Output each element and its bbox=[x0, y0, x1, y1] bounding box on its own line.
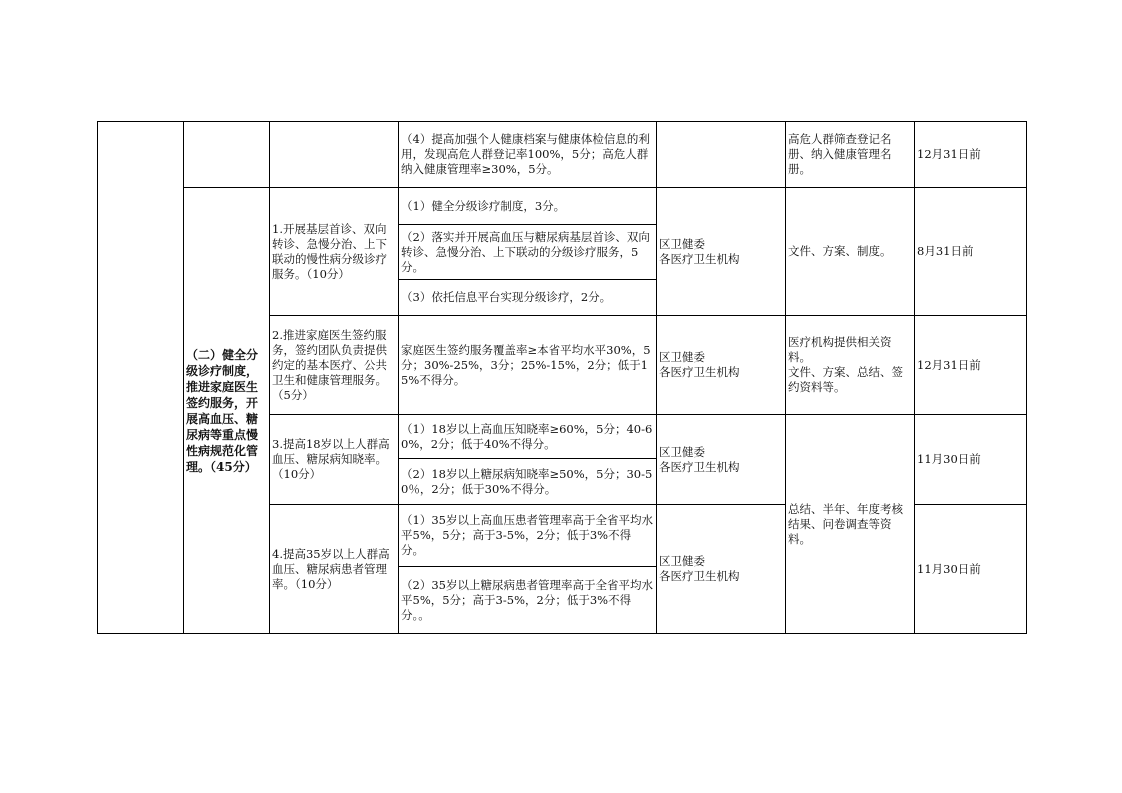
materials-cell: 总结、半年、年度考核结果、问卷调查等资料。 bbox=[786, 415, 915, 634]
content-cell: 2.推进家庭医生签约服务，签约团队负责提供约定的基本医疗、公共卫生和健康管理服务。（5分） bbox=[270, 316, 399, 415]
responsible-line: 各医疗卫生机构 bbox=[659, 569, 740, 583]
deadline-cell: 11月30日前 bbox=[915, 415, 1027, 505]
standard-cell: 家庭医生签约服务覆盖率≥本省平均水平30%，5分；30%-25%，3分；25%-15%，2分；低于15%不得分。 bbox=[399, 316, 657, 415]
content-cell: 4.提高35岁以上人群高血压、糖尿病患者管理率。（10分） bbox=[270, 505, 399, 634]
blank-cell bbox=[184, 122, 270, 188]
standard-cell: （3）依托信息平台实现分级诊疗，2分。 bbox=[399, 280, 657, 316]
blank-cell bbox=[657, 122, 786, 188]
materials-line: 文件、方案、总结、签约资料等。 bbox=[788, 365, 903, 394]
materials-cell: 高危人群筛查登记名册、纳入健康管理名册。 bbox=[786, 122, 915, 188]
responsible-line: 各医疗卫生机构 bbox=[659, 251, 740, 266]
deadline-cell: 8月31日前 bbox=[915, 188, 1027, 316]
blank-cell bbox=[98, 122, 184, 634]
responsible-cell bbox=[657, 415, 786, 505]
standard-cell: （2）35岁以上糖尿病患者管理率高于全省平均水平5%，5分；高于3-5%，2分；低于3%不得分。。 bbox=[399, 567, 657, 634]
responsible-line: 区卫健委 bbox=[659, 236, 705, 251]
responsible-cell bbox=[657, 316, 786, 415]
deadline-cell: 12月31日前 bbox=[915, 316, 1027, 415]
assessment-table bbox=[97, 121, 1027, 634]
table-row bbox=[98, 188, 1027, 225]
deadline-cell: 11月30日前 bbox=[915, 505, 1027, 634]
standard-cell: （2）18岁以上糖尿病知晓率≥50%，5分；30-50％，2分；低于30%不得分。 bbox=[399, 459, 657, 505]
blank-cell bbox=[270, 122, 399, 188]
content-cell: 3.提高18岁以上人群高血压、糖尿病知晓率。（10分） bbox=[270, 415, 399, 505]
materials-cell: 文件、方案、制度。 bbox=[786, 188, 915, 316]
responsible-line: 区卫健委 bbox=[659, 554, 705, 568]
responsible-cell bbox=[657, 505, 786, 634]
materials-cell bbox=[786, 316, 915, 415]
responsible-line: 各医疗卫生机构 bbox=[659, 459, 740, 474]
responsible-cell bbox=[657, 188, 786, 316]
materials-line: 医疗机构提供相关资料。 bbox=[788, 335, 892, 364]
responsible-line: 区卫健委 bbox=[659, 350, 705, 364]
standard-cell: （1）健全分级诊疗制度，3分。 bbox=[399, 188, 657, 225]
content-cell: 1.开展基层首诊、双向转诊、急慢分治、上下联动的慢性病分级诊疗服务。（10分） bbox=[270, 188, 399, 316]
standard-cell: （4）提高加强个人健康档案与健康体检信息的利用，发现高危人群登记率100%，5分；高危人群纳入健康管理率≥30%，5分。 bbox=[399, 122, 657, 188]
table-row bbox=[98, 122, 1027, 188]
responsible-line: 区卫健委 bbox=[659, 444, 705, 459]
responsible-line: 各医疗卫生机构 bbox=[659, 365, 740, 379]
standard-cell: （2）落实并开展高血压与糖尿病基层首诊、双向转诊、急慢分治、上下联动的分级诊疗服务，5分。 bbox=[399, 225, 657, 280]
standard-cell: （1）35岁以上高血压患者管理率高于全省平均水平5%，5分；高于3-5%，2分；低于3%不得分。 bbox=[399, 505, 657, 567]
deadline-cell: 12月31日前 bbox=[915, 122, 1027, 188]
standard-cell: （1）18岁以上高血压知晓率≥60%，5分；40-60%，2分；低于40%不得分。 bbox=[399, 415, 657, 459]
category-cell: （二）健全分级诊疗制度，推进家庭医生签约服务，开展高血压、糖尿病等重点慢性病规范化管理。（45分） bbox=[184, 188, 270, 634]
